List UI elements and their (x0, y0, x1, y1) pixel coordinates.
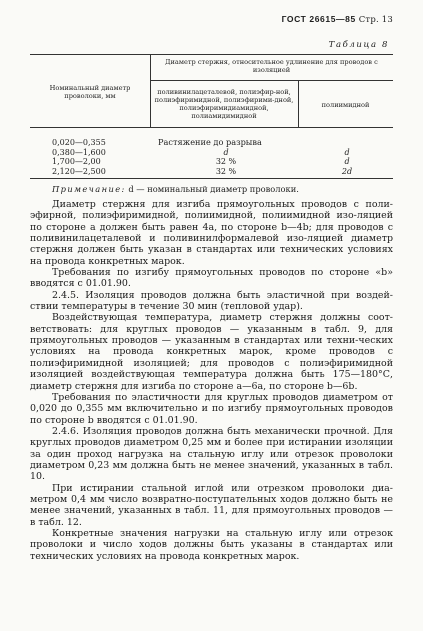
table-note (52, 184, 299, 194)
diameter-cell: 2,120—2,500 (52, 166, 106, 176)
page-header (282, 14, 393, 25)
column-1-cell: d (223, 147, 229, 157)
table-vline-1 (150, 54, 151, 127)
header-diameter: Номинальный диаметр проволоки, мм (49, 84, 131, 100)
paragraph: Требования по изгибу прямоугольных проводов по стороне «b» вводятся с 01.01.90. (30, 267, 393, 290)
table-bottom-rule (30, 178, 393, 179)
body-text (30, 199, 393, 562)
column-1 (186, 148, 266, 177)
paragraph: 2.4.5. Изоляция проводов должна быть эластичной при воздей-ствии температуры в течение 30 мин (тепловой удар). (30, 289, 393, 313)
table-caption: Таблица 8 (328, 40, 389, 50)
paragraph: Воздействующая температура, диаметр стержня должны соот-ветствовать: для круглых проводов — указанным в табл. 9, для прямоугольных проводов — указанным в стандартах или техни-ческих условиях на провода конкретных марок, кроме проводов с полиэфиримидной изоляцией; для проводов с полиэфиримидной изоляцией воздействующая температура должна быть 175—180°С, диаметр стержня для изгиба по стороне a—6a, по стороне b—6b. (30, 312, 393, 392)
elongation-label: Растяжение до разрыва (158, 137, 262, 147)
note-text: d — номинальный диаметр проволоки. (128, 184, 299, 194)
column-2-cell: d (344, 147, 350, 157)
diameter-cell: 0,380—1,600 (52, 147, 106, 157)
header-group: Диаметр стержня, относительное удлинение для проводов с изоляцией (165, 58, 378, 74)
paragraph: 2.4.6. Изоляция проводов должна быть механически прочной. Для круглых проводов диаметром 0,25 мм и более при истирании изоляции за один проход нагрузка на стальную иглу или отрезок проволоки диаметром 0,23 мм должна быть не менее значений, указанных в табл. 10. (30, 425, 393, 483)
diameter-column (52, 138, 106, 176)
table-group-rule (150, 80, 393, 81)
diameter-cell: 0,020—0,355 (52, 138, 106, 147)
note-label: Примечание: (52, 184, 126, 194)
column-2-cell: 2d (341, 166, 353, 176)
column-1-cell: 32 % (215, 166, 237, 176)
header-sub-1: поливинилацеталевой, полиэфир-ной, полиэфиримидной, полиэфирими-дной, полиэфиримидиамидной, полиамидимидной (154, 88, 294, 120)
table-header-rule (30, 127, 393, 128)
table-vline-2 (298, 80, 299, 127)
column-2-cell: d (344, 157, 350, 167)
header-sub-2: полиимидной (321, 101, 370, 109)
diameter-cell: 1,700—2,00 (52, 157, 101, 167)
paragraph: Конкретные значения нагрузки на стальную иглу или отрезок проволоки и число ходов должны быть указаны в стандартах или технических условиях на провода конкретных марок. (30, 527, 393, 562)
standard-number: ГОСТ 26615—85 (281, 14, 356, 24)
paragraph: Требования по эластичности для круглых проводов диаметром от 0,020 до 0,355 мм включительно и по изгибу прямоугольных проводов по стороне b вводятся с 01.01.90. (30, 391, 393, 426)
page-number: Стр. 13 (358, 15, 393, 25)
paragraph: При истирании стальной иглой или отрезком проволоки диа-метром 0,4 мм число возвратно-поступательных ходов должно быть не менее значений, указанных в табл. 11, для прямоугольных проводов — в табл. 12. (30, 482, 393, 528)
column-1-cell: 32 % (215, 157, 237, 167)
column-2 (304, 148, 390, 177)
table-top-rule (30, 54, 393, 55)
paragraph: Диаметр стержня для изгиба прямоугольных проводов с поли-эфирной, полиэфиримидной, полиимидной, полиимидной изо-ляцией по стороне a должен быть равен 4a, по стороне b—4b; для проводов с поливинилацеталевой и поливинилформалевой изо-ляцией диаметр стержня должен быть указан в стандартах или технических условиях на провода конкретных марок. (30, 199, 393, 267)
